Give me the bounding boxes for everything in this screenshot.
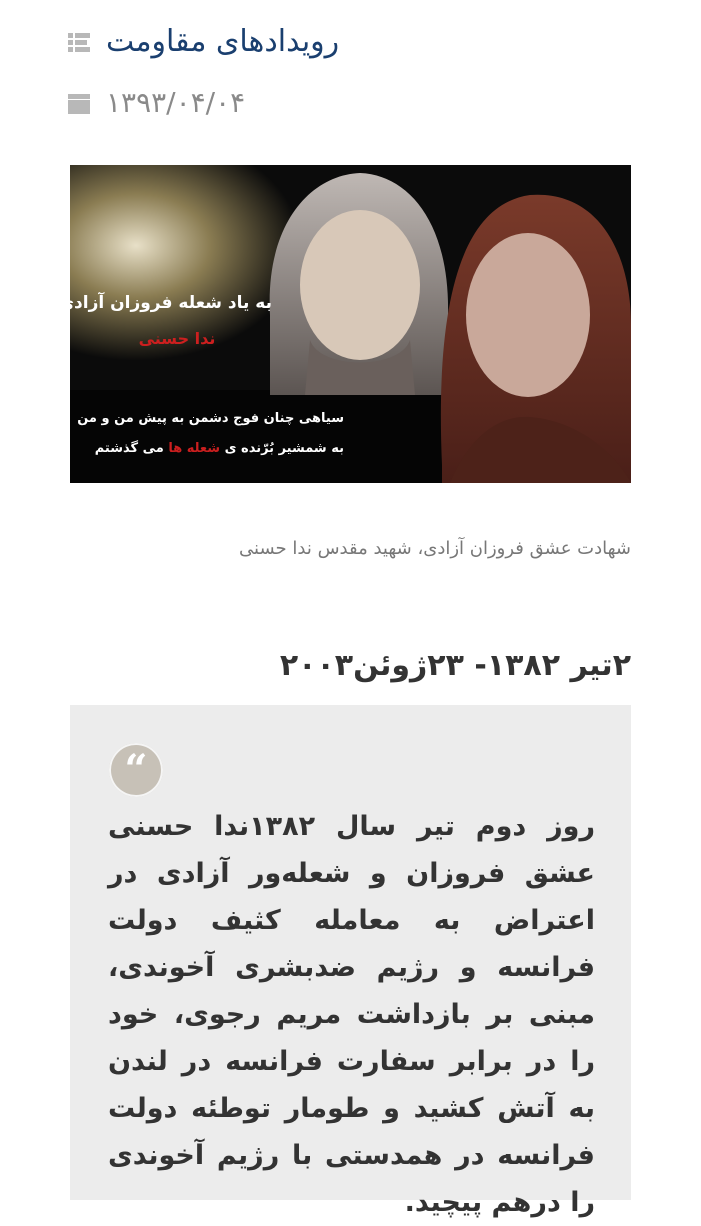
poem-line2-end: می گذشتم: [94, 441, 169, 456]
hero-image: [58, 165, 631, 483]
poem-line2-start: به شمشیر بُرّنده ی: [220, 441, 344, 456]
quote-icon: [109, 743, 163, 797]
hero-poem-line2: [94, 441, 344, 456]
date-row: [66, 86, 245, 119]
hero-title: به یاد شعله فروزان آزادی: [58, 293, 272, 313]
quote-text: روز دوم تیر سال ۱۳۸۲ندا حسنی عشق فروزان و شعله‌ور آزادی در اعتراض به معامله کثیف دولت فرانسه و رژیم ضدبشری آخوندی، مبنی بر بازداشت مریم رجوی، خود را در برابر سفارت فرانسه در لندن به آتش کشید و طومار توطئه دولت فرانسه در همدستی با رژیم آخوندی را درهم پیچید.: [108, 811, 595, 1218]
hero-poem-line1: سیاهی چنان فوج دشمن به پیش من و من: [77, 411, 344, 426]
category-link[interactable]: رویدادهای مقاومت: [106, 24, 340, 59]
section-heading: ۲تیر ۱۳۸۲- ۲۳ژوئن۲۰۰۳: [279, 648, 631, 683]
quote-mark: “: [124, 746, 148, 793]
hero-name: ندا حسنی: [138, 329, 216, 348]
poem-line2-red: شعله ها: [168, 441, 221, 456]
category-icon: [66, 29, 92, 55]
blockquote: [70, 705, 631, 1218]
category-row: [66, 24, 339, 59]
publish-date: ۱۳۹۳/۰۴/۰۴: [106, 86, 246, 119]
calendar-icon: [66, 90, 92, 116]
image-caption: شهادت عشق فروزان آزادی، شهید مقدس ندا حسنی: [239, 538, 631, 559]
